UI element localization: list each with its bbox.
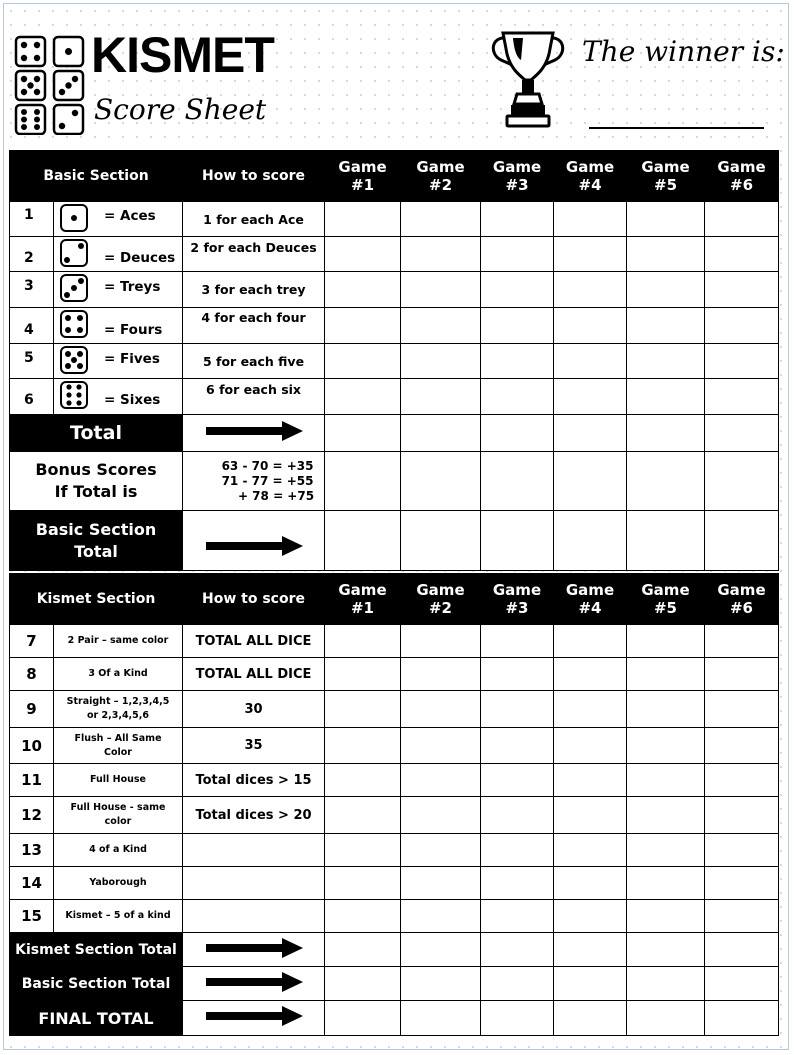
- arrow-cell: [183, 1001, 325, 1036]
- game-1-header: Game #1: [325, 574, 401, 625]
- total-game-5-cell[interactable]: [627, 415, 705, 452]
- page-subtitle: Score Sheet: [94, 93, 267, 126]
- kismet-row-13-game-6-cell[interactable]: [705, 834, 779, 867]
- row-number: 15: [10, 900, 54, 933]
- basic-row-1-game-6-cell[interactable]: [705, 202, 779, 237]
- basic-row-6: [10, 379, 779, 415]
- bonus-game-6-cell[interactable]: [705, 452, 779, 511]
- total-game-4-cell[interactable]: [554, 415, 627, 452]
- trophy-icon: [487, 30, 569, 130]
- right-arrow-icon: [204, 938, 304, 958]
- basic-section-total-game-2-cell[interactable]: [401, 967, 481, 1001]
- basic-row-1: [10, 202, 779, 237]
- final-total-game-4-cell[interactable]: [554, 1001, 627, 1036]
- arrow-cell: [183, 933, 325, 967]
- basic-row-5-game-4-cell[interactable]: [554, 344, 627, 379]
- die-face-label: = Treys: [104, 279, 161, 295]
- basic-row-2-game-3-cell[interactable]: [481, 237, 554, 272]
- how-to-score-cell: 2 for each Deuces: [183, 237, 325, 272]
- basic-total-label: Total: [10, 415, 183, 452]
- basic-row-1-game-2-cell[interactable]: [401, 202, 481, 237]
- kismet-section-total-game-4-cell[interactable]: [554, 933, 627, 967]
- bonus-rule-3: + 78 = +75: [237, 488, 315, 503]
- winner-name-line[interactable]: [589, 127, 764, 129]
- kismet-row-13-game-2-cell[interactable]: [401, 834, 481, 867]
- how-to-score-cell: TOTAL ALL DICE: [183, 658, 325, 691]
- basic-row-3-game-3-cell[interactable]: [481, 272, 554, 308]
- die-4-icon: [60, 310, 88, 338]
- bonus-label: Bonus Scores If Total is: [10, 452, 183, 511]
- basic-section-total-game-4-cell[interactable]: [554, 967, 627, 1001]
- bonus-game-2-cell[interactable]: [401, 452, 481, 511]
- basic-row-4-game-5-cell[interactable]: [627, 308, 705, 344]
- dice-logo-icon: [14, 35, 86, 135]
- combination-label: 4 of a Kind: [54, 834, 183, 867]
- row-number: 9: [10, 691, 54, 728]
- kismet-row-7-game-2-cell[interactable]: [401, 625, 481, 658]
- basic-row-3-game-5-cell[interactable]: [627, 272, 705, 308]
- how-to-score-cell: [183, 900, 325, 933]
- basic-row-5-game-5-cell[interactable]: [627, 344, 705, 379]
- total-game-1-cell[interactable]: [325, 415, 401, 452]
- basic-row-label-cell: [10, 344, 183, 379]
- basic-row-4-game-4-cell[interactable]: [554, 308, 627, 344]
- kismet-row-8-game-1-cell[interactable]: [325, 658, 401, 691]
- kismet-row-8-game-6-cell[interactable]: [705, 658, 779, 691]
- kismet-row-7-game-5-cell[interactable]: [627, 625, 705, 658]
- kismet-row-14-game-6-cell[interactable]: [705, 867, 779, 900]
- die-2-icon: [60, 239, 88, 267]
- kismet-row-15-game-1-cell[interactable]: [325, 900, 401, 933]
- combination-label: Straight – 1,2,3,4,5 or 2,3,4,5,6: [54, 691, 183, 728]
- column-divider: [53, 272, 54, 307]
- kismet-row-10: [10, 728, 779, 764]
- kismet-row-7-game-1-cell[interactable]: [325, 625, 401, 658]
- section-total-game-3-cell[interactable]: [481, 511, 554, 571]
- section-total-game-1-cell[interactable]: [325, 511, 401, 571]
- kismet-row-9-game-5-cell[interactable]: [627, 691, 705, 728]
- right-arrow-icon: [204, 972, 304, 992]
- bonus-rule-2: 71 - 77 = +55: [221, 473, 314, 488]
- kismet-row-11-game-2-cell[interactable]: [401, 764, 481, 797]
- kismet-row-10-game-5-cell[interactable]: [627, 728, 705, 764]
- kismet-row-12-game-4-cell[interactable]: [554, 797, 627, 834]
- game-5-header: Game #5: [627, 151, 705, 202]
- kismet-row-13-game-1-cell[interactable]: [325, 834, 401, 867]
- game-4-header: Game #4: [554, 574, 627, 625]
- kismet-section-total-label: Kismet Section Total: [10, 933, 183, 967]
- total-game-2-cell[interactable]: [401, 415, 481, 452]
- basic-row-label-cell: [10, 272, 183, 308]
- row-number: 4: [24, 322, 34, 338]
- arrow-cell: [183, 967, 325, 1001]
- section-total-game-4-cell[interactable]: [554, 511, 627, 571]
- basic-row-label-cell: [10, 237, 183, 272]
- basic-section-total-label: Basic Section Total: [10, 511, 183, 571]
- basic-row-5: [10, 344, 779, 379]
- basic-row-5-game-3-cell[interactable]: [481, 344, 554, 379]
- kismet-section-header: Kismet Section: [10, 574, 183, 625]
- basic-section-table: [9, 150, 779, 571]
- basic-row-2-game-5-cell[interactable]: [627, 237, 705, 272]
- column-divider: [53, 237, 54, 271]
- basic-section-total-game-6-cell[interactable]: [705, 967, 779, 1001]
- game-1-header: Game #1: [325, 151, 401, 202]
- bonus-game-1-cell[interactable]: [325, 452, 401, 511]
- basic-row-5-game-1-cell[interactable]: [325, 344, 401, 379]
- kismet-row-8-game-4-cell[interactable]: [554, 658, 627, 691]
- how-to-score-cell: 4 for each four: [183, 308, 325, 344]
- basic-row-6-game-2-cell[interactable]: [401, 379, 481, 415]
- kismet-row-8: [10, 658, 779, 691]
- final-total-label: FINAL TOTAL: [10, 1001, 183, 1036]
- game-4-header: Game #4: [554, 151, 627, 202]
- kismet-row-10-game-2-cell[interactable]: [401, 728, 481, 764]
- kismet-row-9-game-4-cell[interactable]: [554, 691, 627, 728]
- section-total-game-6-cell[interactable]: [705, 511, 779, 571]
- how-to-score-cell: 3 for each trey: [183, 272, 325, 308]
- row-number: 14: [10, 867, 54, 900]
- bonus-rule-1: 63 - 70 = +35: [221, 458, 314, 473]
- kismet-row-8-game-5-cell[interactable]: [627, 658, 705, 691]
- right-arrow-icon: [204, 421, 304, 441]
- basic-row-1-game-1-cell[interactable]: [325, 202, 401, 237]
- column-divider: [53, 202, 54, 236]
- right-arrow-icon: [204, 536, 304, 556]
- combination-label: 2 Pair – same color: [54, 625, 183, 658]
- row-number: 1: [24, 207, 34, 223]
- basic-section-total-game-3-cell[interactable]: [481, 967, 554, 1001]
- kismet-row-8-game-2-cell[interactable]: [401, 658, 481, 691]
- kismet-row-12-game-1-cell[interactable]: [325, 797, 401, 834]
- bonus-game-3-cell[interactable]: [481, 452, 554, 511]
- kismet-row-7-game-3-cell[interactable]: [481, 625, 554, 658]
- basic-row-2-game-6-cell[interactable]: [705, 237, 779, 272]
- kismet-row-10-game-6-cell[interactable]: [705, 728, 779, 764]
- game-2-header: Game #2: [401, 574, 481, 625]
- kismet-section-table: [9, 573, 779, 1036]
- basic-row-label-cell: [10, 202, 183, 237]
- kismet-row-15-game-2-cell[interactable]: [401, 900, 481, 933]
- kismet-row-13-game-3-cell[interactable]: [481, 834, 554, 867]
- how-to-score-cell: 1 for each Ace: [183, 202, 325, 237]
- row-number: 8: [10, 658, 54, 691]
- basic-row-2-game-4-cell[interactable]: [554, 237, 627, 272]
- column-divider: [53, 379, 54, 414]
- kismet-row-15-game-3-cell[interactable]: [481, 900, 554, 933]
- basic-row-6-game-1-cell[interactable]: [325, 379, 401, 415]
- kismet-section-total-game-1-cell[interactable]: [325, 933, 401, 967]
- die-face-label: = Deuces: [104, 250, 176, 266]
- kismet-row-12-game-6-cell[interactable]: [705, 797, 779, 834]
- right-arrow-icon: [204, 1006, 304, 1026]
- kismet-row-14-game-1-cell[interactable]: [325, 867, 401, 900]
- kismet-row-13-game-5-cell[interactable]: [627, 834, 705, 867]
- final-total-game-3-cell[interactable]: [481, 1001, 554, 1036]
- row-number: 11: [10, 764, 54, 797]
- combination-label: Kismet – 5 of a kind: [54, 900, 183, 933]
- kismet-row-11-game-4-cell[interactable]: [554, 764, 627, 797]
- kismet-row-15-game-5-cell[interactable]: [627, 900, 705, 933]
- how-to-score-cell: Total dices > 15: [183, 764, 325, 797]
- page-title: KISMET: [91, 27, 274, 83]
- kismet-row-10-game-3-cell[interactable]: [481, 728, 554, 764]
- kismet-row-10-game-4-cell[interactable]: [554, 728, 627, 764]
- kismet-row-15-game-4-cell[interactable]: [554, 900, 627, 933]
- kismet-row-9-game-2-cell[interactable]: [401, 691, 481, 728]
- kismet-row-12: [10, 797, 779, 834]
- die-6-icon: [60, 381, 88, 409]
- kismet-row-10-game-1-cell[interactable]: [325, 728, 401, 764]
- row-number: 5: [24, 350, 34, 366]
- basic-row-6-game-4-cell[interactable]: [554, 379, 627, 415]
- basic-row-2-game-2-cell[interactable]: [401, 237, 481, 272]
- basic-row-4-game-2-cell[interactable]: [401, 308, 481, 344]
- basic-row-label-cell: [10, 379, 183, 415]
- how-to-score-cell: [183, 834, 325, 867]
- how-to-score-cell: 30: [183, 691, 325, 728]
- basic-row-6-game-5-cell[interactable]: [627, 379, 705, 415]
- how-to-score-header: How to score: [183, 151, 325, 202]
- final-total-game-6-cell[interactable]: [705, 1001, 779, 1036]
- basic-row-2-game-1-cell[interactable]: [325, 237, 401, 272]
- combination-label: Flush – All Same Color: [54, 728, 183, 764]
- total-arrow-cell: [183, 415, 325, 452]
- combination-label: Full House - same color: [54, 797, 183, 834]
- game-3-header: Game #3: [481, 151, 554, 202]
- basic-section-total-row: [10, 967, 779, 1001]
- how-to-score-cell: 6 for each six: [183, 379, 325, 415]
- basic-row-4: [10, 308, 779, 344]
- die-face-label: = Fives: [104, 351, 160, 367]
- basic-row-3-game-4-cell[interactable]: [554, 272, 627, 308]
- die-3-icon: [60, 274, 88, 302]
- game-3-header: Game #3: [481, 574, 554, 625]
- total-game-3-cell[interactable]: [481, 415, 554, 452]
- kismet-row-13-game-4-cell[interactable]: [554, 834, 627, 867]
- basic-row-3-game-2-cell[interactable]: [401, 272, 481, 308]
- section-total-game-5-cell[interactable]: [627, 511, 705, 571]
- final-total-game-2-cell[interactable]: [401, 1001, 481, 1036]
- how-to-score-cell: TOTAL ALL DICE: [183, 625, 325, 658]
- bonus-game-4-cell[interactable]: [554, 452, 627, 511]
- kismet-section-total-row: [10, 933, 779, 967]
- basic-row-3-game-6-cell[interactable]: [705, 272, 779, 308]
- basic-row-4-game-3-cell[interactable]: [481, 308, 554, 344]
- kismet-row-9-game-6-cell[interactable]: [705, 691, 779, 728]
- die-face-label: = Fours: [104, 322, 163, 338]
- kismet-row-15-game-6-cell[interactable]: [705, 900, 779, 933]
- basic-row-1-game-4-cell[interactable]: [554, 202, 627, 237]
- how-to-score-header: How to score: [183, 574, 325, 625]
- kismet-section-total-game-2-cell[interactable]: [401, 933, 481, 967]
- kismet-section-total-game-5-cell[interactable]: [627, 933, 705, 967]
- basic-section-total-game-1-cell[interactable]: [325, 967, 401, 1001]
- combination-label: Yaborough: [54, 867, 183, 900]
- kismet-row-14-game-4-cell[interactable]: [554, 867, 627, 900]
- row-number: 3: [24, 278, 34, 294]
- basic-row-5-game-6-cell[interactable]: [705, 344, 779, 379]
- section-total-arrow-cell: [183, 511, 325, 571]
- row-number: 7: [10, 625, 54, 658]
- kismet-row-8-game-3-cell[interactable]: [481, 658, 554, 691]
- basic-row-6-game-3-cell[interactable]: [481, 379, 554, 415]
- die-face-label: = Aces: [104, 208, 156, 224]
- winner-label: The winner is:: [582, 35, 785, 68]
- how-to-score-cell: [183, 867, 325, 900]
- kismet-row-12-game-2-cell[interactable]: [401, 797, 481, 834]
- kismet-row-7: [10, 625, 779, 658]
- game-6-header: Game #6: [705, 151, 779, 202]
- basic-section-header: Basic Section: [10, 151, 183, 202]
- column-divider: [53, 344, 54, 378]
- basic-row-3: [10, 272, 779, 308]
- basic-section-total-game-5-cell[interactable]: [627, 967, 705, 1001]
- kismet-row-14-game-5-cell[interactable]: [627, 867, 705, 900]
- game-2-header: Game #2: [401, 151, 481, 202]
- kismet-row-11-game-1-cell[interactable]: [325, 764, 401, 797]
- die-face-label: = Sixes: [104, 392, 161, 408]
- basic-section-total-label: Basic Section Total: [10, 967, 183, 1001]
- total-game-6-cell[interactable]: [705, 415, 779, 452]
- kismet-row-14-game-3-cell[interactable]: [481, 867, 554, 900]
- kismet-row-15: [10, 900, 779, 933]
- kismet-row-14-game-2-cell[interactable]: [401, 867, 481, 900]
- bonus-game-5-cell[interactable]: [627, 452, 705, 511]
- kismet-row-11-game-6-cell[interactable]: [705, 764, 779, 797]
- row-number: 2: [24, 250, 34, 266]
- basic-row-1-game-5-cell[interactable]: [627, 202, 705, 237]
- kismet-row-13: [10, 834, 779, 867]
- kismet-row-12-game-5-cell[interactable]: [627, 797, 705, 834]
- basic-row-5-game-2-cell[interactable]: [401, 344, 481, 379]
- how-to-score-cell: Total dices > 20: [183, 797, 325, 834]
- basic-row-label-cell: [10, 308, 183, 344]
- basic-row-4-game-6-cell[interactable]: [705, 308, 779, 344]
- column-divider: [53, 308, 54, 343]
- kismet-row-12-game-3-cell[interactable]: [481, 797, 554, 834]
- game-5-header: Game #5: [627, 574, 705, 625]
- kismet-row-9: [10, 691, 779, 728]
- die-1-icon: [60, 204, 88, 232]
- kismet-row-11-game-5-cell[interactable]: [627, 764, 705, 797]
- basic-row-1-game-3-cell[interactable]: [481, 202, 554, 237]
- row-number: 10: [10, 728, 54, 764]
- how-to-score-cell: 5 for each five: [183, 344, 325, 379]
- basic-row-4-game-1-cell[interactable]: [325, 308, 401, 344]
- kismet-row-11: [10, 764, 779, 797]
- game-6-header: Game #6: [705, 574, 779, 625]
- basic-row-2: [10, 237, 779, 272]
- kismet-row-7-game-6-cell[interactable]: [705, 625, 779, 658]
- bonus-rules: [183, 452, 325, 511]
- kismet-row-7-game-4-cell[interactable]: [554, 625, 627, 658]
- basic-row-6-game-6-cell[interactable]: [705, 379, 779, 415]
- kismet-row-14: [10, 867, 779, 900]
- how-to-score-cell: 35: [183, 728, 325, 764]
- basic-row-3-game-1-cell[interactable]: [325, 272, 401, 308]
- kismet-section-total-game-6-cell[interactable]: [705, 933, 779, 967]
- die-5-icon: [60, 346, 88, 374]
- final-total-game-1-cell[interactable]: [325, 1001, 401, 1036]
- row-number: 12: [10, 797, 54, 834]
- kismet-row-11-game-3-cell[interactable]: [481, 764, 554, 797]
- combination-label: 3 Of a Kind: [54, 658, 183, 691]
- final-total-row: [10, 1001, 779, 1036]
- row-number: 13: [10, 834, 54, 867]
- row-number: 6: [24, 392, 34, 408]
- final-total-game-5-cell[interactable]: [627, 1001, 705, 1036]
- section-total-game-2-cell[interactable]: [401, 511, 481, 571]
- kismet-row-9-game-3-cell[interactable]: [481, 691, 554, 728]
- kismet-section-total-game-3-cell[interactable]: [481, 933, 554, 967]
- combination-label: Full House: [54, 764, 183, 797]
- kismet-row-9-game-1-cell[interactable]: [325, 691, 401, 728]
